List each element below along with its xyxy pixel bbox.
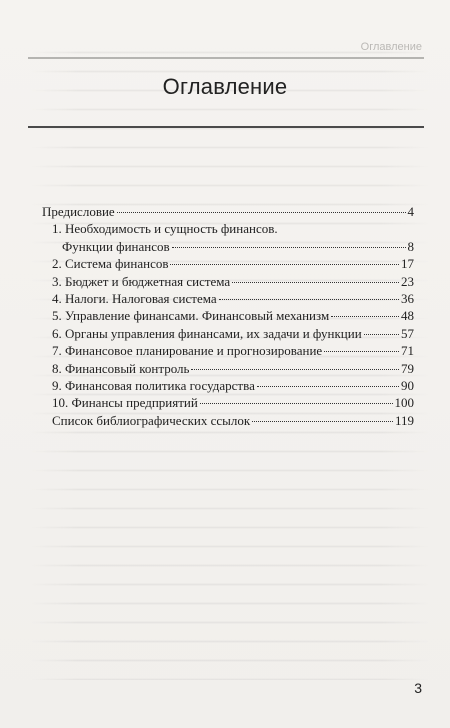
toc-dot-leader bbox=[257, 386, 399, 387]
toc-entry-chapter-5[interactable] bbox=[42, 307, 414, 324]
toc-dot-leader bbox=[117, 212, 406, 213]
toc-dot-leader bbox=[219, 299, 399, 300]
page-title: Оглавление bbox=[162, 74, 288, 99]
toc-dot-leader bbox=[252, 421, 393, 422]
table-of-contents bbox=[42, 203, 414, 429]
toc-dot-leader bbox=[170, 264, 399, 265]
toc-entry-label: 3. Бюджет и бюджетная система bbox=[52, 273, 231, 289]
toc-entry-chapter-4[interactable] bbox=[42, 290, 414, 307]
toc-entry-label: 9. Финансовая политика государства bbox=[52, 377, 255, 393]
toc-dot-leader bbox=[191, 369, 399, 370]
toc-dot-leader bbox=[364, 334, 399, 335]
toc-entry-label: Список библиографических ссылок bbox=[52, 412, 251, 428]
toc-entry-bibliography[interactable] bbox=[42, 412, 414, 429]
toc-entry-page: 71 bbox=[401, 343, 414, 359]
toc-entry-page: 17 bbox=[401, 256, 414, 272]
toc-entry-label: 10. Финансы предприятий bbox=[52, 395, 198, 411]
toc-dot-leader bbox=[200, 403, 393, 404]
toc-entry-page: 4 bbox=[407, 204, 414, 219]
toc-entry-chapter-1[interactable] bbox=[42, 220, 414, 237]
toc-dot-leader bbox=[324, 351, 399, 352]
page-number: 3 bbox=[414, 680, 422, 696]
toc-entry-chapter-6[interactable] bbox=[42, 325, 414, 342]
toc-entry-page: 119 bbox=[394, 412, 414, 428]
toc-entry-page: 48 bbox=[401, 308, 414, 324]
toc-entry-preface[interactable] bbox=[42, 203, 414, 220]
toc-dot-leader bbox=[172, 247, 406, 248]
toc-entry-chapter-2[interactable] bbox=[42, 255, 414, 272]
running-head: Оглавление bbox=[360, 41, 422, 53]
toc-entry-chapter-8[interactable] bbox=[42, 360, 414, 377]
toc-entry-label: 8. Финансовый контроль bbox=[52, 360, 190, 376]
toc-entry-label: 4. Налоги. Налоговая система bbox=[52, 290, 217, 306]
toc-entry-chapter-7[interactable] bbox=[42, 342, 414, 359]
toc-entry-chapter-9[interactable] bbox=[42, 377, 414, 394]
toc-entry-page: 36 bbox=[401, 290, 414, 306]
toc-entry-chapter-10[interactable] bbox=[42, 394, 414, 411]
toc-dot-leader bbox=[331, 316, 399, 317]
toc-entry-chapter-1-continued[interactable] bbox=[42, 238, 414, 255]
toc-entry-label: Предисловие bbox=[42, 204, 115, 219]
toc-entry-page: 23 bbox=[401, 273, 414, 289]
toc-entry-page: 90 bbox=[401, 377, 414, 393]
header-rule bbox=[28, 57, 424, 59]
toc-dot-leader bbox=[232, 282, 399, 283]
toc-entry-label: 1. Необходимость и сущность финансов. bbox=[52, 221, 278, 237]
toc-entry-chapter-3[interactable] bbox=[42, 273, 414, 290]
title-rule bbox=[28, 126, 424, 128]
toc-entry-label: 7. Финансовое планирование и прогнозирование bbox=[52, 343, 323, 359]
toc-entry-label: 6. Органы управления финансами, их задачи и функции bbox=[52, 325, 362, 341]
toc-entry-page: 79 bbox=[401, 360, 414, 376]
toc-entry-page: 8 bbox=[407, 238, 414, 254]
toc-entry-label: 2. Система финансов bbox=[52, 256, 169, 272]
toc-entry-label: 5. Управление финансами. Финансовый механизм bbox=[52, 308, 330, 324]
toc-entry-label: Функции финансов bbox=[62, 238, 170, 254]
toc-entry-page: 57 bbox=[401, 325, 414, 341]
toc-entry-page: 100 bbox=[394, 395, 414, 411]
